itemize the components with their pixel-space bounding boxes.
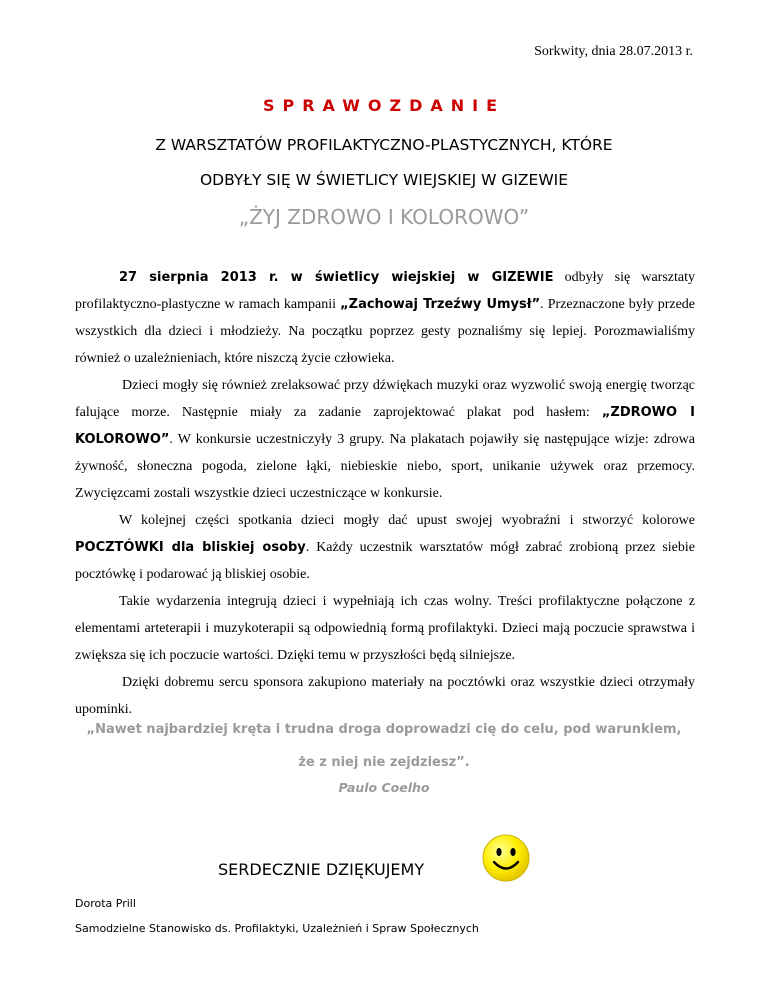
signature-position: Samodzielne Stanowisko ds. Profilaktyki, Uzależnień i Spraw Społecznych	[75, 922, 479, 935]
report-subtitle-line1: Z WARSZTATÓW PROFILAKTYCZNO-PLASTYCZNYCH, KTÓRE	[155, 136, 613, 154]
document-date: Sorkwity, dnia 28.07.2013 r.	[534, 44, 693, 59]
paragraph-1-text-b: . Przeznaczone były przede wszystkich dla dzieci i młodzieży. Na początku poprzez gesty poznaliśmy się lepiej. Porozmawialiśmy również o uzależnieniach, które niszczą życie człowieka.	[75, 297, 696, 366]
paragraph-3-text-b: . Każdy uczestnik warsztatów mógł zabrać zrobioną przez siebie pocztówkę i podarować ją bliskiej osobie.	[75, 540, 695, 582]
thanks-text: SERDECZNIE DZIĘKUJEMY	[218, 860, 425, 879]
report-title: SPRAWOZDANIE	[262, 96, 506, 115]
paragraph-2	[75, 372, 695, 507]
quote-author: Paulo Coelho	[338, 780, 430, 795]
paragraph-1	[75, 264, 695, 372]
poster-slogan: „ZDROWO I KOLOROWO”	[75, 405, 696, 447]
paragraph-3	[75, 507, 695, 588]
smiley-face-icon	[481, 833, 531, 883]
event-motto: „ŻYJ ZDROWO I KOLOROWO”	[238, 205, 530, 229]
quote-line-1: „Nawet najbardziej kręta i trudna droga doprowadzi cię do celu, pod warunkiem,	[86, 722, 682, 737]
campaign-name: „Zachowaj Trzeźwy Umysł”	[340, 297, 541, 312]
report-body	[75, 264, 695, 723]
signature-name: Dorota Prill	[75, 897, 136, 910]
postcards-highlight: POCZTÓWKI dla bliskiej osoby	[75, 540, 306, 555]
paragraph-3-text-a: W kolejnej części spotkania dzieci mogły dać upust swojej wyobraźni i stworzyć kolorowe	[119, 513, 695, 528]
event-date-location: 27 sierpnia 2013 r. w świetlicy wiejskiej w GIZEWIE	[119, 270, 554, 285]
paragraph-5: Dzięki dobremu sercu sponsora zakupiono materiały na pocztówki oraz wszystkie dzieci otrzymały upominki.	[75, 675, 695, 717]
paragraph-4: Takie wydarzenia integrują dzieci i wypełniają ich czas wolny. Treści profilaktyczne połączone z elementami arteterapii i muzykoterapii są odpowiednią formą profilaktyki. Dzieci mają poczucie sprawstwa i zwiększa się ich poczucie wartości. Dzięki temu w przyszłości będą silniejsze.	[75, 594, 695, 663]
paragraph-1-text-a: odbyły się warsztaty profilaktyczno-plastyczne w ramach kampanii	[75, 270, 695, 312]
paragraph-2-text-a: Dzieci mogły się również zrelaksować przy dźwiękach muzyki oraz wyzwolić swoją energię tworząc falujące morze. Następnie miały za zadanie zaprojektować plakat pod hasłem:	[75, 378, 695, 420]
quote-line-2: że z niej nie zejdziesz”.	[298, 755, 470, 770]
paragraph-2-text-b: . W konkursie uczestniczyły 3 grupy. Na plakatach pojawiły się następujące wizje: zdrowa żywność, słoneczna pogoda, zielone łąki, niebieskie niebo, sport, unikanie używek oraz przemocy. Zwycięzcami zostali wszystkie dzieci uczestniczące w konkursie.	[75, 432, 695, 501]
report-subtitle-line2: ODBYŁY SIĘ W ŚWIETLICY WIEJSKIEJ W GIZEWIE	[199, 171, 569, 189]
